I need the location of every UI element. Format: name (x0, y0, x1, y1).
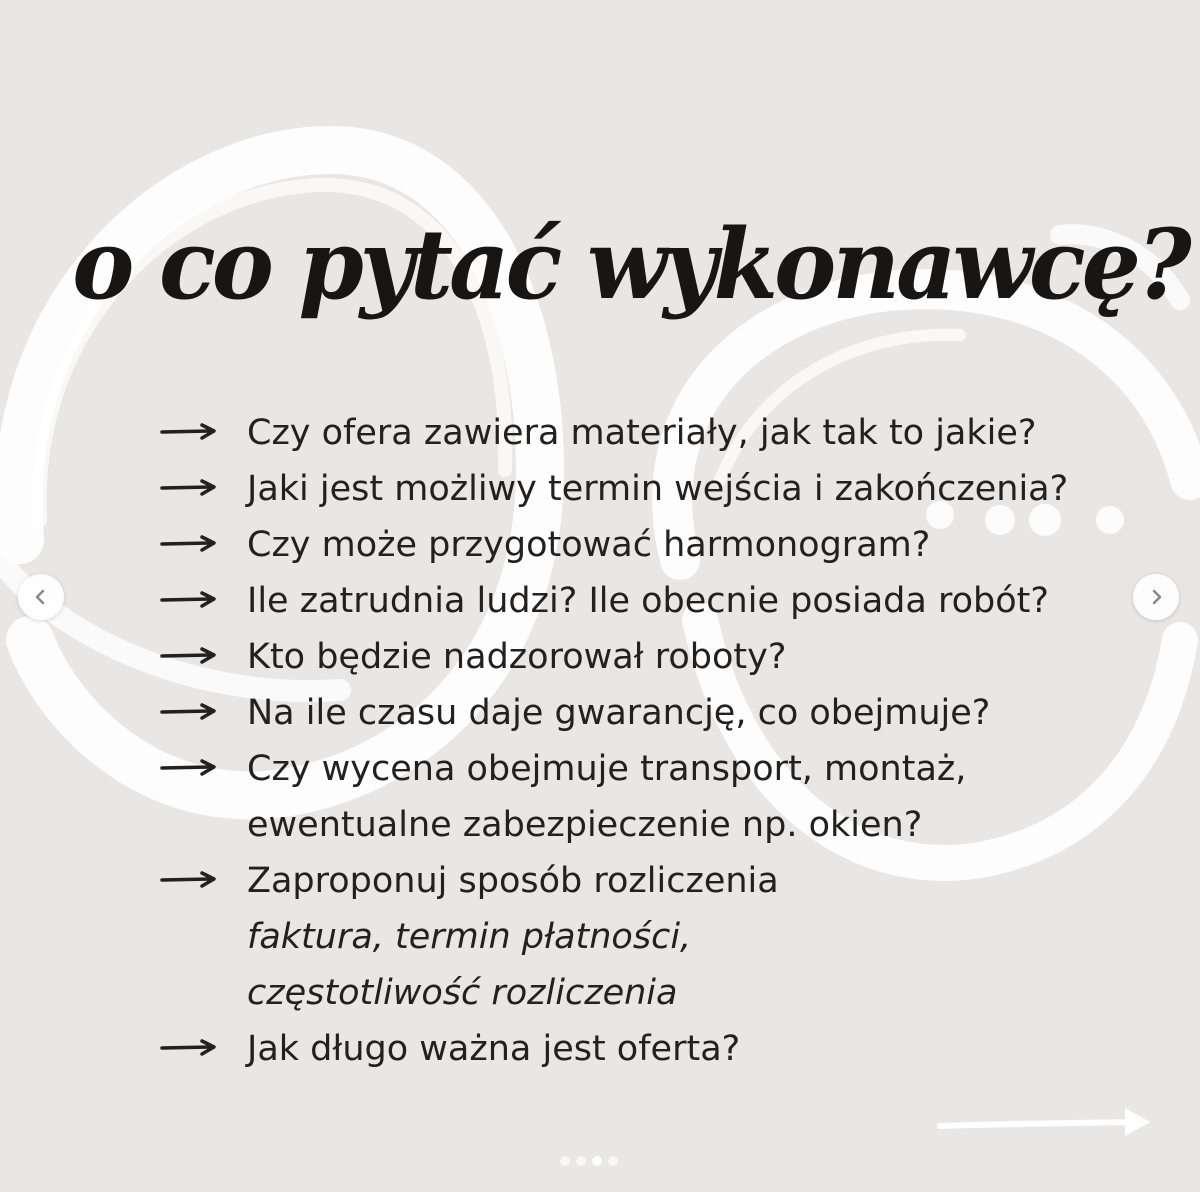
item-text: Czy może przygotować harmonogram? (247, 525, 931, 565)
list-item (160, 573, 1140, 629)
chevron-left-icon (32, 588, 50, 606)
carousel-indicator (560, 1156, 618, 1166)
carousel-dot[interactable] (576, 1156, 586, 1166)
arrow-right-icon (160, 702, 218, 722)
carousel-dot[interactable] (608, 1156, 618, 1166)
arrow-right-icon (160, 534, 218, 554)
item-text: Ile zatrudnia ludzi? Ile obecnie posiada robót? (247, 581, 1049, 621)
arrow-right-icon (160, 590, 218, 610)
item-text: Zaproponuj sposób rozliczenia (247, 861, 779, 901)
carousel-next-button[interactable] (1133, 574, 1179, 620)
arrow-right-icon (160, 422, 218, 442)
item-text: Jak długo ważna jest oferta? (247, 1029, 741, 1069)
list-item (160, 629, 1140, 685)
arrow-right-icon (160, 870, 218, 890)
item-subtext: częstotliwość rozliczenia (247, 973, 678, 1013)
list-item (160, 405, 1140, 461)
item-subtext: faktura, termin płatności, (247, 917, 692, 957)
item-text: Na ile czasu daje gwarancję, co obejmuje? (247, 693, 991, 733)
post-title: o co pytać wykonawcę? (72, 208, 1188, 321)
arrow-right-icon (160, 758, 218, 778)
list-item (160, 853, 1140, 1021)
arrow-right-icon (160, 478, 218, 498)
list-item (160, 517, 1140, 573)
question-list (160, 405, 1140, 1077)
arrow-right-icon (160, 1038, 218, 1058)
item-text: Jaki jest możliwy termin wejścia i zakończenia? (247, 469, 1069, 509)
carousel-dot-active[interactable] (592, 1156, 602, 1166)
carousel-dot[interactable] (560, 1156, 570, 1166)
arrow-right-icon (160, 646, 218, 666)
item-text: Czy ofera zawiera materiały, jak tak to jakie? (247, 413, 1037, 453)
carousel-prev-button[interactable] (18, 574, 64, 620)
swipe-arrow-icon (935, 1100, 1160, 1145)
item-text: Czy wycena obejmuje transport, montaż, ewentualne zabezpieczenie np. okien? (247, 749, 967, 845)
list-item (160, 1021, 1140, 1077)
list-item (160, 685, 1140, 741)
list-item (160, 461, 1140, 517)
item-text: Kto będzie nadzorował roboty? (247, 637, 787, 677)
chevron-right-icon (1147, 588, 1165, 606)
list-item (160, 741, 1140, 853)
